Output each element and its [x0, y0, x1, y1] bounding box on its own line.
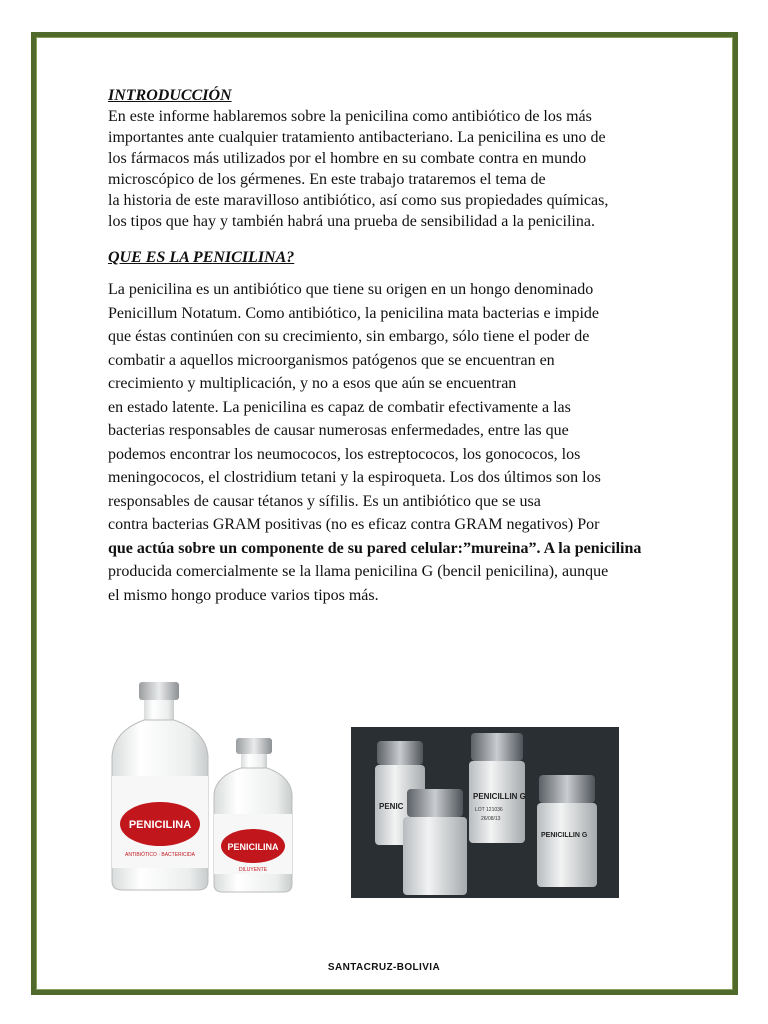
- vial-label: PENICILLIN G: [473, 792, 526, 801]
- section-paragraph: [108, 278, 663, 607]
- section-line: meningococos, el clostridium tetani y la espiroqueta. Los dos últimos son los: [108, 469, 601, 486]
- vial-label-short: PENIC: [379, 802, 404, 811]
- vial-lot: LOT 121036: [475, 807, 503, 813]
- section-line: que éstas continúen con su crecimiento, sin embargo, sólo tiene el poder de: [108, 328, 590, 345]
- vial-exp: 26/08/13: [481, 816, 501, 822]
- section-bold-line: que actúa sobre un componente de su pared celular:”mureina”. A la penicilina: [108, 539, 642, 557]
- section-line: contra bacterias GRAM positivas (no es eficaz contra GRAM negativos) Por: [108, 516, 600, 533]
- intro-paragraph: [108, 106, 663, 232]
- section-line: Penicillum Notatum. Como antibiótico, la penicilina mata bacterias e impide: [108, 304, 599, 322]
- section-line: el mismo hongo produce varios tipos más.: [108, 586, 379, 604]
- intro-line: importantes ante cualquier tratamiento antibacteriano. La penicilina es uno de: [108, 129, 606, 146]
- penicillin-bottles-photo: [106, 676, 306, 906]
- intro-heading: INTRODUCCIÓN: [108, 87, 232, 104]
- section-line: combatir a aquellos microorganismos patógenos que se encuentran en: [108, 351, 555, 369]
- intro-line: los tipos que hay y también habrá una prueba de sensibilidad a la penicilina.: [108, 213, 595, 230]
- bottle-label-small: PENICILINA: [227, 842, 279, 852]
- section-line: bacterias responsables de causar numerosas enfermedades, entre las que: [108, 422, 569, 439]
- section-line: producida comercialmente se la llama penicilina G (bencil penicilina), aunque: [108, 563, 609, 580]
- bottle-label-large: PENICILINA: [128, 819, 192, 831]
- section-line: en estado latente. La penicilina es capaz de combatir efectivamente a las: [108, 398, 571, 416]
- footer-location: SANTACRUZ-BOLIVIA: [327, 962, 441, 973]
- penicillin-g-vials-photo: [351, 727, 619, 898]
- intro-line: los fármacos más utilizados por el hombre en su combate contra en mundo: [108, 150, 587, 167]
- section-line: crecimiento y multiplicación, y no a esos que aún se encuentran: [108, 375, 517, 392]
- intro-line: En este informe hablaremos sobre la penicilina como antibiótico de los más: [108, 108, 592, 125]
- section-heading: QUE ES LA PENICILINA?: [108, 249, 295, 266]
- intro-line: la historia de este maravilloso antibiótico, así como sus propiedades químicas,: [108, 192, 609, 209]
- section-line: La penicilina es un antibiótico que tiene su origen en un hongo denominado: [108, 281, 594, 298]
- intro-line: microscópico de los gérmenes. En este trabajo trataremos el tema de: [108, 171, 546, 188]
- section-line: responsables de causar tétanos y sífilis. Es un antibiótico que se usa: [108, 492, 541, 510]
- vial-label-front: PENICILLIN G: [541, 832, 588, 839]
- document-body: [108, 86, 663, 607]
- section-line: podemos encontrar los neumococos, los estreptococos, los gonococos, los: [108, 445, 581, 463]
- bottle-sub-small: DILUYENTE: [238, 867, 268, 873]
- bottle-sub-large: ANTIBIÓTICO · BACTERICIDA: [124, 852, 196, 858]
